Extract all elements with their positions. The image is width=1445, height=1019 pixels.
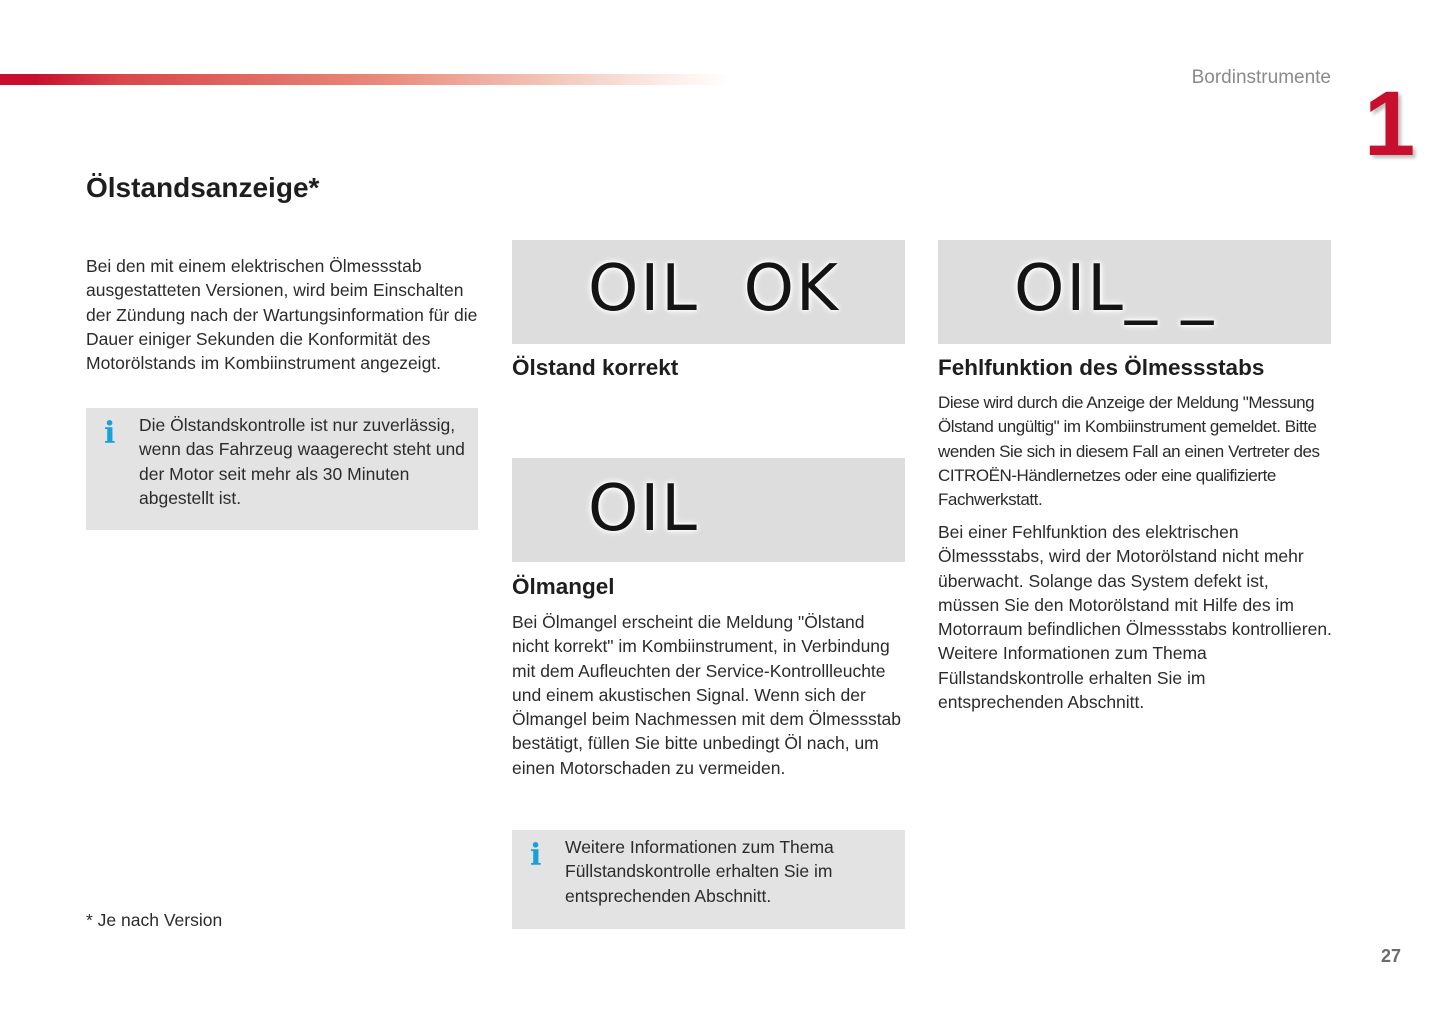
header-accent-bar (0, 74, 730, 85)
oil-fault-paragraph-2: Bei einer Fehlfunktion des elektrischen Ölmessstabs, wird der Motorölstand nicht mehr überwacht. Solange das System defekt ist, müssen Sie den Motorölstand mit Hilfe des im Motorraum befindlichen Ölmessstabs kontrollieren. Weitere Informationen zum Thema Füllstandskontrolle erhalten Sie im entsprechenden Abschnitt. (938, 522, 1332, 713)
oil-low-paragraph: Bei Ölmangel erscheint die Meldung "Ölstand nicht korrekt" im Kombiinstrument, in Verbindung mit dem Aufleuchten der Service-Kontrollleuchte und einem akustischen Signal. Wenn sich der Ölmangel beim Nachmessen mit dem Ölmessstab bestätigt, füllen Sie bitte unbedingt Öl nach, um einen Motorschaden zu vermeiden. (512, 612, 902, 778)
oil-low-display-image (512, 458, 905, 562)
intro-paragraph: Bei den mit einem elektrischen Ölmessstab ausgestatteten Versionen, wird beim Einschalten der Zündung nach der Wartungsinformation für die Dauer einiger Sekunden die Konformität des Motorölstands im Kombiinstrument angezeigt. (86, 256, 478, 374)
chapter-number: 1 (1364, 73, 1416, 175)
heading-oil-fault: Fehlfunktion des Ölmessstabs (938, 355, 1265, 380)
oil-ok-display-image (512, 240, 905, 344)
oil-fault-paragraph-1: Diese wird durch die Anzeige der Meldung "Messung Ölstand ungültig" im Kombiinstrument gemeldet. Bitte wenden Sie sich in diesem Fall an einen Vertreter des CITROËN-Händlernetzes oder eine qualifizierte Fachwerkstatt. (938, 393, 1320, 510)
heading-oil-ok: Ölstand korrekt (512, 355, 679, 380)
info-box-level-control (512, 830, 905, 929)
info-text: Weitere Informationen zum Thema Füllstandskontrolle erhalten Sie im entsprechenden Abschnitt. (565, 837, 834, 906)
display-text-oil-low: OIL (588, 472, 699, 546)
page-number: 27 (1381, 946, 1402, 966)
oil-fault-display-image (938, 240, 1331, 344)
display-text-oil-ok: OIL OK (588, 252, 840, 326)
info-box-level-check (86, 408, 478, 530)
info-icon: i (104, 416, 116, 451)
footnote: * Je nach Version (86, 910, 223, 930)
section-title: Bordinstrumente (1191, 67, 1331, 88)
info-text: Die Ölstandskontrolle ist nur zuverlässig, wenn das Fahrzeug waagerecht steht und der Motor seit mehr als 30 Minuten abgestellt ist. (139, 415, 465, 508)
page-title: Ölstandsanzeige* (86, 172, 320, 203)
display-text-oil-fault: OIL_ _ (1014, 252, 1216, 326)
info-icon: i (530, 838, 542, 873)
heading-oil-low: Ölmangel (512, 574, 615, 599)
